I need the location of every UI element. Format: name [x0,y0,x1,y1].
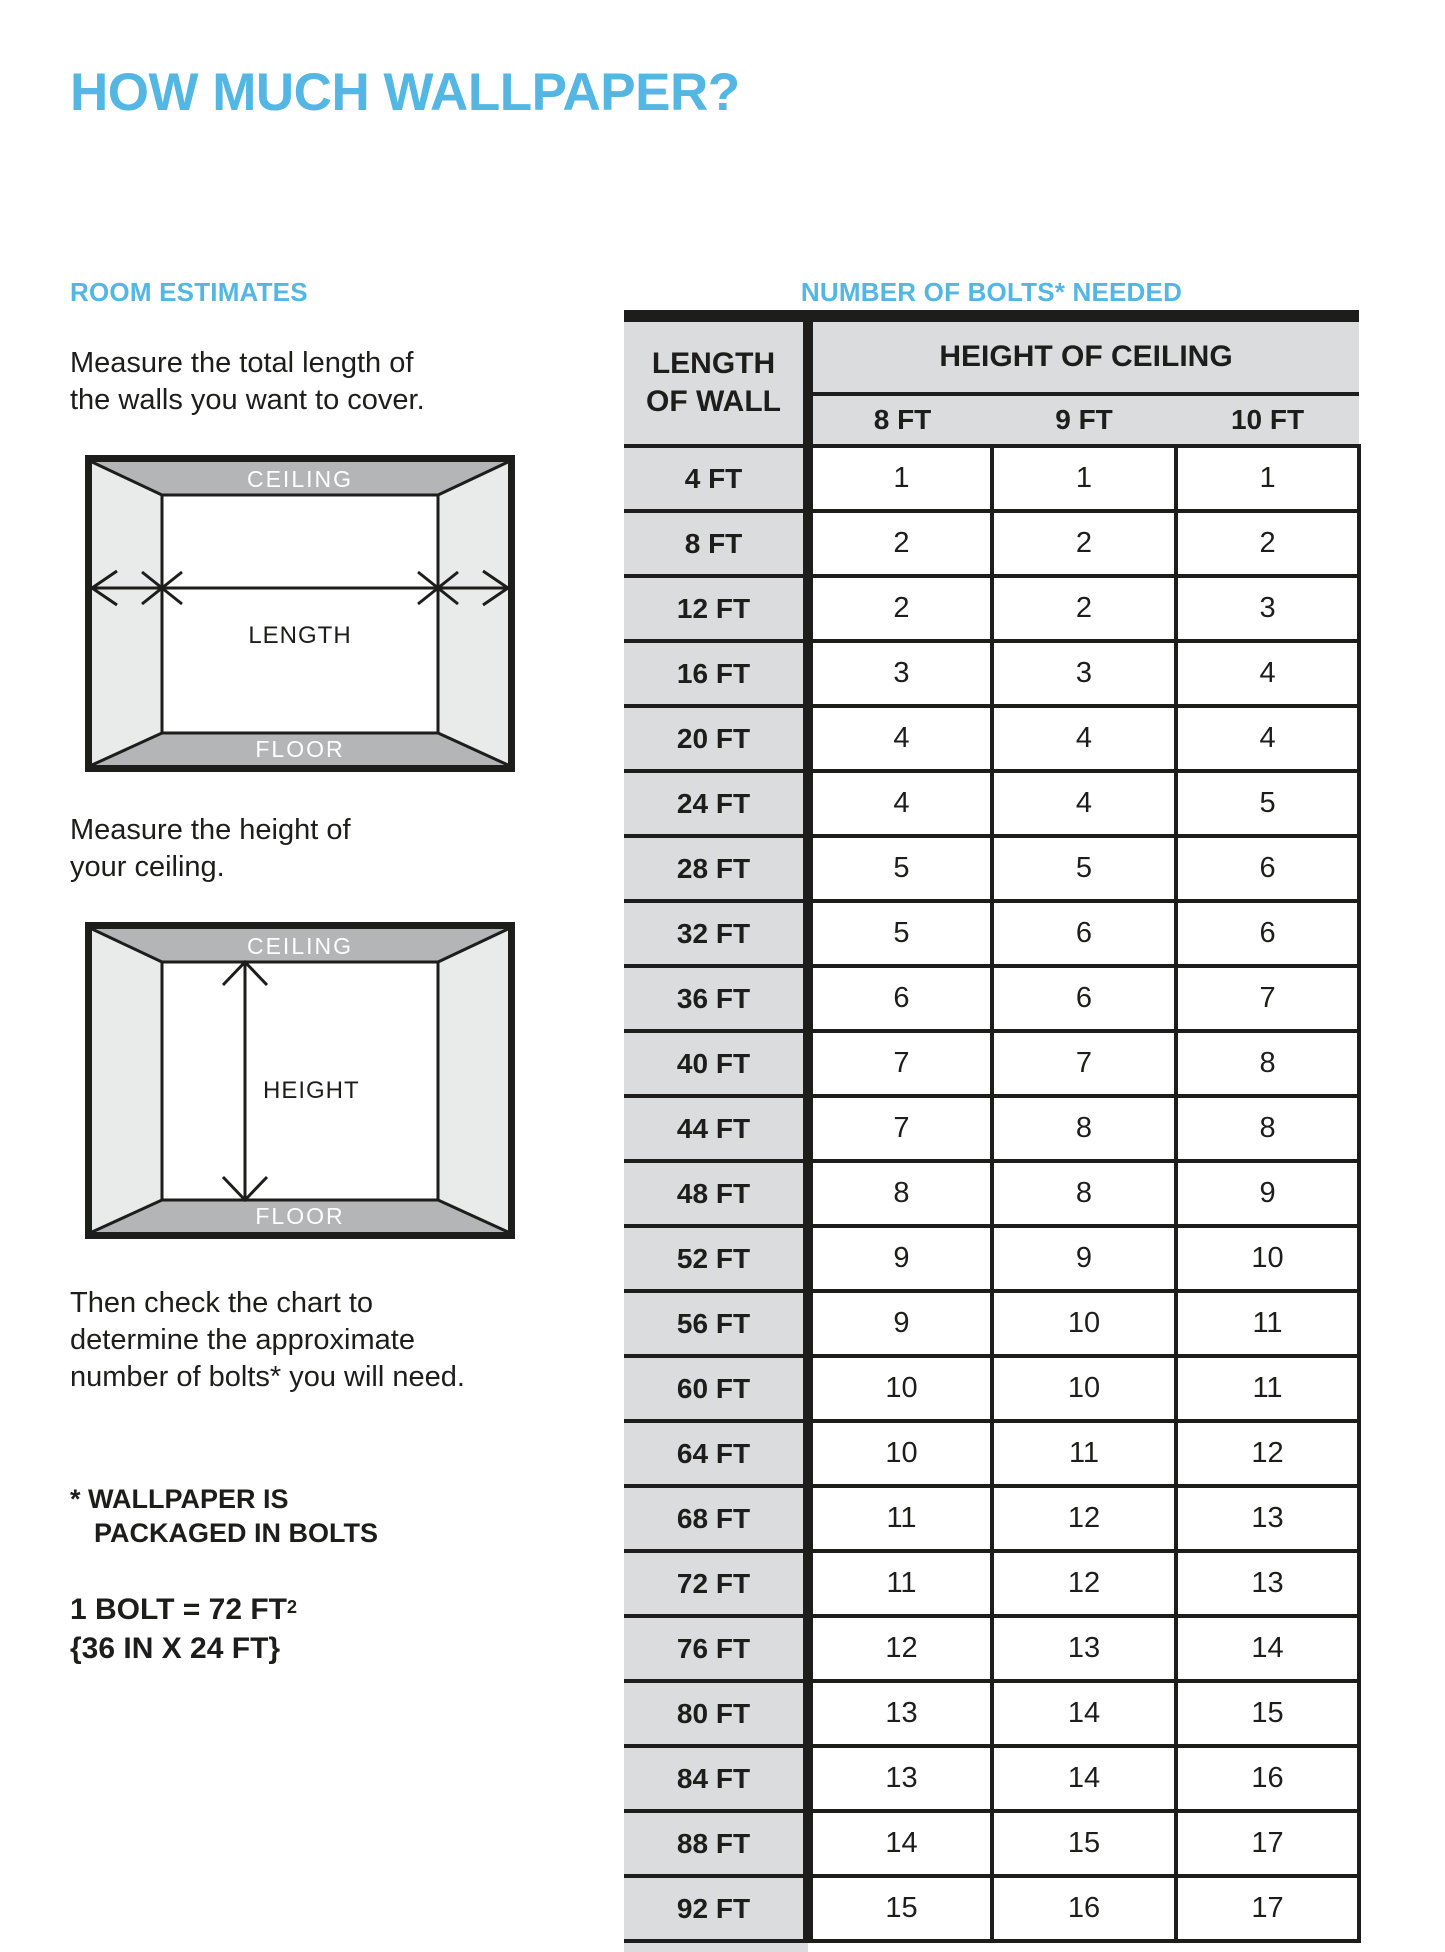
cell-10ft: 4 [1176,641,1359,706]
table-row [624,706,1359,771]
table-body [624,446,1359,1941]
table-row [624,576,1359,641]
right-wall [438,929,508,1232]
page-title: HOW MUCH WALLPAPER? [70,63,740,122]
cell-8ft: 9 [808,1291,992,1356]
table-row [624,1096,1359,1161]
table-row [624,1746,1359,1811]
floor-label: FLOOR [255,1203,345,1229]
table-row [624,771,1359,836]
instruction-line: Measure the total length of [70,347,414,379]
row-label: 4 FT [624,446,808,511]
row-label: 20 FT [624,706,808,771]
row-label: 8 FT [624,511,808,576]
bolt-definition [70,1588,520,1668]
cell-10ft: 6 [1176,836,1359,901]
left-wall [92,462,162,765]
table-row [624,1811,1359,1876]
table-row [624,1486,1359,1551]
wallpaper-bolts-footnote [70,1482,520,1550]
cell-8ft: 2 [808,511,992,576]
cell-8ft: 12 [808,1616,992,1681]
cell-10ft: 11 [1176,1356,1359,1421]
row-label: 64 FT [624,1421,808,1486]
cell-10ft: 17 [1176,1811,1359,1876]
floor-label: FLOOR [255,736,345,762]
bolts-needed-table [624,310,1361,1943]
cell-9ft: 16 [992,1876,1176,1941]
row-label: 44 FT [624,1096,808,1161]
cell-9ft: 8 [992,1161,1176,1226]
table-row [624,1876,1359,1941]
cell-9ft: 6 [992,901,1176,966]
bolt-size-line: 1 BOLT = 72 $FT^2$ [70,1593,298,1626]
bolts-table-section [624,277,1359,1952]
table-row [624,1161,1359,1226]
row-label: 12 FT [624,576,808,641]
row-label: 92 FT [624,1876,808,1941]
cell-10ft: 15 [1176,1681,1359,1746]
cell-9ft: 12 [992,1551,1176,1616]
cell-10ft: 4 [1176,706,1359,771]
table-row [624,901,1359,966]
cell-10ft: 17 [1176,1876,1359,1941]
cell-8ft: 3 [808,641,992,706]
col-header-8ft: 8 FT [808,394,992,446]
cell-9ft: 6 [992,966,1176,1031]
row-label: 52 FT [624,1226,808,1291]
cell-10ft: 16 [1176,1746,1359,1811]
cell-9ft: 8 [992,1096,1176,1161]
row-label: 68 FT [624,1486,808,1551]
row-label: 36 FT [624,966,808,1031]
table-row [624,1356,1359,1421]
cell-9ft: 9 [992,1226,1176,1291]
cell-9ft: 15 [992,1811,1176,1876]
cell-10ft: 5 [1176,771,1359,836]
cell-8ft: 2 [808,576,992,641]
cell-9ft: 4 [992,706,1176,771]
cell-10ft: 8 [1176,1031,1359,1096]
cell-8ft: 5 [808,836,992,901]
table-row [624,1421,1359,1486]
cell-9ft: 4 [992,771,1176,836]
instruction-check-chart [70,1285,520,1396]
cell-9ft: 14 [992,1681,1176,1746]
row-label: 80 FT [624,1681,808,1746]
cell-8ft: 15 [808,1876,992,1941]
table-row [624,1291,1359,1356]
table-row [624,1616,1359,1681]
instruction-line: Measure the height of [70,814,351,846]
row-label: 72 FT [624,1551,808,1616]
cell-10ft: 12 [1176,1421,1359,1486]
cell-8ft: 4 [808,771,992,836]
instruction-measure-length [70,345,520,419]
cell-9ft: 5 [992,836,1176,901]
cell-9ft: 1 [992,446,1176,511]
row-label: 28 FT [624,836,808,901]
cell-8ft: 1 [808,446,992,511]
cell-8ft: 7 [808,1096,992,1161]
instruction-line: the walls you want to cover. [70,384,425,416]
cell-8ft: 8 [808,1161,992,1226]
bolt-dimensions-line: {36 IN X 24 FT} [70,1632,281,1665]
cell-10ft: 13 [1176,1486,1359,1551]
table-row [624,1551,1359,1616]
table-heading: NUMBER OF BOLTS* NEEDED [800,277,1183,307]
right-wall [438,462,508,765]
room-estimates-section [70,277,520,1668]
row-label: 40 FT [624,1031,808,1096]
cell-9ft: 7 [992,1031,1176,1096]
instruction-measure-height [70,812,520,886]
row-label: 84 FT [624,1746,808,1811]
cell-10ft: 7 [1176,966,1359,1031]
left-wall [92,929,162,1232]
table-row [624,1226,1359,1291]
cell-10ft: 14 [1176,1616,1359,1681]
label-column-overhang [624,1943,808,1952]
cell-10ft: 2 [1176,511,1359,576]
row-label: 24 FT [624,771,808,836]
table-row [624,511,1359,576]
table-row [624,1681,1359,1746]
cell-10ft: 1 [1176,446,1359,511]
cell-8ft: 6 [808,966,992,1031]
cell-9ft: 12 [992,1486,1176,1551]
ceiling-label: CEILING [246,933,354,959]
table-header [624,316,1359,446]
cell-8ft: 10 [808,1421,992,1486]
height-of-ceiling-header: HEIGHT OF CEILING [808,316,1359,394]
cell-9ft: 10 [992,1356,1176,1421]
cell-8ft: 9 [808,1226,992,1291]
cell-8ft: 13 [808,1746,992,1811]
instruction-line: number of bolts* you will need. [70,1361,465,1393]
superscript-2: 2 [287,1597,298,1617]
table-row [624,446,1359,511]
cell-9ft: 14 [992,1746,1176,1811]
cell-8ft: 5 [808,901,992,966]
instruction-line: your ceiling. [70,851,225,883]
back-wall [162,495,438,733]
cell-10ft: 11 [1176,1291,1359,1356]
cell-8ft: 11 [808,1551,992,1616]
cell-10ft: 3 [1176,576,1359,641]
cell-8ft: 14 [808,1811,992,1876]
footnote-line: PACKAGED IN BOLTS [94,1518,379,1548]
row-label: 88 FT [624,1811,808,1876]
table-row [624,641,1359,706]
instruction-line: Then check the chart to [70,1287,374,1319]
table-row [624,1031,1359,1096]
cell-8ft: 10 [808,1356,992,1421]
cell-8ft: 7 [808,1031,992,1096]
cell-10ft: 8 [1176,1096,1359,1161]
col-header-9ft: 9 FT [992,394,1176,446]
row-label: 48 FT [624,1161,808,1226]
col-header-10ft: 10 FT [1176,394,1359,446]
length-label: LENGTH [248,622,352,649]
ceiling-label: CEILING [246,466,354,492]
table-row [624,966,1359,1031]
cell-10ft: 6 [1176,901,1359,966]
row-label: 76 FT [624,1616,808,1681]
cell-9ft: 3 [992,641,1176,706]
cell-9ft: 10 [992,1291,1176,1356]
room-length-diagram [85,455,515,772]
cell-8ft: 13 [808,1681,992,1746]
cell-8ft: 4 [808,706,992,771]
row-label: 60 FT [624,1356,808,1421]
cell-10ft: 13 [1176,1551,1359,1616]
instruction-line: determine the approximate [70,1324,415,1356]
table-row [624,836,1359,901]
row-label: 56 FT [624,1291,808,1356]
row-label: 16 FT [624,641,808,706]
room-height-diagram [85,922,515,1239]
section-heading-room-estimates: ROOM ESTIMATES [70,277,308,307]
cell-9ft: 2 [992,511,1176,576]
height-label: HEIGHT [263,1077,360,1104]
cell-9ft: 13 [992,1616,1176,1681]
cell-9ft: 2 [992,576,1176,641]
cell-8ft: 11 [808,1486,992,1551]
footnote-line: * WALLPAPER IS [70,1484,289,1514]
length-of-wall-header: LENGTH OF WALL [624,316,808,446]
cell-10ft: 10 [1176,1226,1359,1291]
row-label: 32 FT [624,901,808,966]
cell-10ft: 9 [1176,1161,1359,1226]
cell-9ft: 11 [992,1421,1176,1486]
